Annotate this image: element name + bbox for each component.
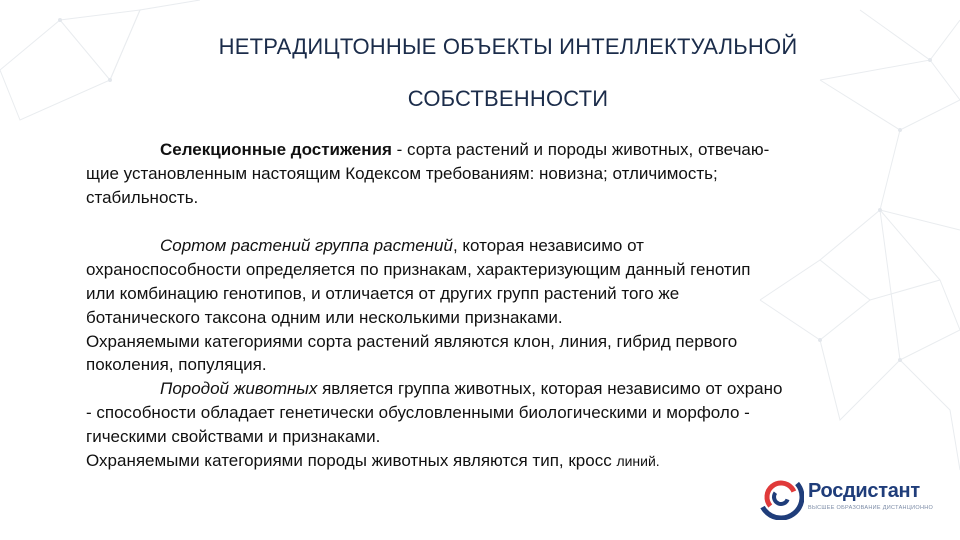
paragraph-animal-breed <box>86 377 906 473</box>
slide-title-line-1: НЕТРАДИЦТОННЫЕ ОБЪЕКТЫ ИНТЕЛЛЕКТУАЛЬНОЙ <box>218 34 798 59</box>
term-plant-variety: Сортом растений группа растений <box>160 236 453 256</box>
text-line <box>86 449 906 474</box>
text-line: или комбинацию генотипов, и отличается от других групп растений того же <box>86 283 680 303</box>
text-fragment: Охраняемыми категориями породы животных являются тип, кросс <box>86 450 617 470</box>
paragraph-plant-variety <box>86 234 906 377</box>
text-fragment-small: линий. <box>616 452 660 469</box>
paragraph-selection-achievements <box>86 138 906 209</box>
text-fragment: - сорта растений и породы животных, отвечаю- <box>391 140 770 159</box>
text-line: стабильность. <box>86 187 199 207</box>
text-line: ботанического таксона одним или несколькими признаками. <box>86 307 563 327</box>
term-selection-achievements: Селекционные достижения <box>160 140 392 159</box>
rosdistant-logo <box>758 474 934 520</box>
text-line: Охраняемыми категориями сорта растений являются клон, линия, гибрид первого <box>86 331 738 351</box>
logo-name: Росдистант <box>808 480 920 502</box>
text-line: охраноспособности определяется по признакам, характеризующим данный генотип <box>86 260 751 280</box>
text-line <box>86 138 906 162</box>
text-line: гическими свойствами и признаками. <box>86 426 381 446</box>
text-line <box>86 234 906 258</box>
term-animal-breed: Породой животных <box>160 379 318 399</box>
text-line: щие установленным настоящим Кодексом требованиям: новизна; отличимость; <box>86 163 718 183</box>
slide-body <box>86 138 906 473</box>
rosdistant-logo-icon <box>758 474 804 520</box>
text-line: поколения, популяция. <box>86 355 267 375</box>
logo-tagline: ВЫСШЕЕ ОБРАЗОВАНИЕ ДИСТАНЦИОННО <box>808 505 934 511</box>
text-line <box>86 377 906 401</box>
text-line: - способности обладает генетически обусловленными биологическими и морфоло - <box>86 402 750 422</box>
text-fragment: является группа животных, которая независимо от охрано <box>317 379 783 399</box>
text-fragment: , которая независимо от <box>452 236 644 256</box>
slide-title-line-2: СОБСТВЕННОСТИ <box>407 86 609 111</box>
